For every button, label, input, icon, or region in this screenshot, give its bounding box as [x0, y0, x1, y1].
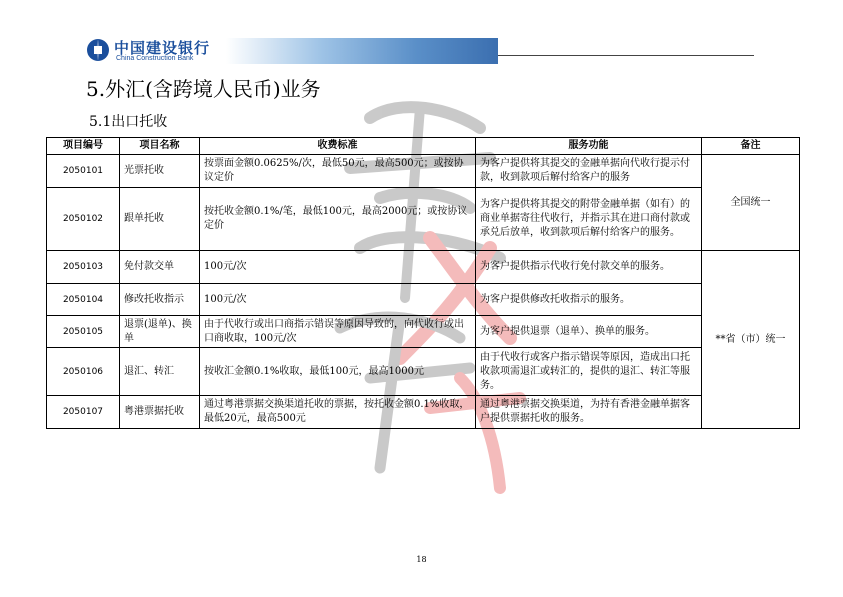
- service-function: 通过粤港票据交换渠道，为持有香港金融单据客户提供票据托收的服务。: [476, 396, 702, 429]
- item-code: 2050106: [47, 348, 120, 396]
- subsection-title: 5.1出口托收: [89, 114, 168, 130]
- header-rule: [498, 55, 754, 56]
- page-header: [86, 36, 754, 68]
- item-code: 2050103: [47, 251, 120, 284]
- table-row: [47, 396, 800, 429]
- item-code: 2050107: [47, 396, 120, 429]
- column-header: 收费标准: [200, 138, 476, 155]
- table-row: [47, 316, 800, 348]
- section-title: 5.外汇(含跨境人民币)业务: [86, 77, 321, 101]
- ccb-logo-icon: [86, 38, 110, 62]
- bank-name-en: China Construction Bank: [116, 55, 194, 62]
- service-function: 由于代收行或客户指示错误等原因，造成出口托收款项需退汇或转汇的，提供的退汇、转汇等服务。: [476, 348, 702, 396]
- fee-standard: 100元/次: [200, 251, 476, 284]
- item-code: 2050102: [47, 188, 120, 251]
- fee-standard: 通过粤港票据交换渠道托收的票据，按托收金额0.1%收取，最低20元，最高500元: [200, 396, 476, 429]
- item-name: 退票(退单)、换单: [120, 316, 200, 348]
- note-provincial: **省（市）统一: [702, 251, 800, 429]
- service-function: 为客户提供将其提交的金融单据向代收行提示付款，收到款项后解付给客户的服务: [476, 155, 702, 188]
- column-header: 服务功能: [476, 138, 702, 155]
- table-row: [47, 155, 800, 188]
- table-row: [47, 188, 800, 251]
- fee-standard: 按票面金额0.0625%/次，最低50元，最高500元；或按协议定价: [200, 155, 476, 188]
- table-row: [47, 251, 800, 284]
- fee-standard: 由于代收行或出口商指示错误等原因导致的，向代收行或出口商收取，100元/次: [200, 316, 476, 348]
- page-number: 18: [416, 555, 427, 564]
- table-header-row: [47, 138, 800, 155]
- item-code: 2050105: [47, 316, 120, 348]
- item-name: 粤港票据托收: [120, 396, 200, 429]
- item-code: 2050101: [47, 155, 120, 188]
- item-name: 修改托收指示: [120, 284, 200, 316]
- column-header: 项目编号: [47, 138, 120, 155]
- service-function: 为客户提供退票（退单）、换单的服务。: [476, 316, 702, 348]
- item-name: 免付款交单: [120, 251, 200, 284]
- item-name: 跟单托收: [120, 188, 200, 251]
- column-header: 备注: [702, 138, 800, 155]
- service-function: 为客户提供将其提交的附带金融单据（如有）的商业单据寄往代收行，并指示其在进口商付款或承兑后放单，收到款项后解付给客户的服务。: [476, 188, 702, 251]
- item-code: 2050104: [47, 284, 120, 316]
- fee-standard: 按收汇金额0.1%收取，最低100元，最高1000元: [200, 348, 476, 396]
- note-national: 全国统一: [702, 155, 800, 251]
- service-function: 为客户提供指示代收行免付款交单的服务。: [476, 251, 702, 284]
- service-function: 为客户提供修改托收指示的服务。: [476, 284, 702, 316]
- bank-name-cn: 中国建设银行: [114, 39, 211, 57]
- table-row: [47, 284, 800, 316]
- item-name: 光票托收: [120, 155, 200, 188]
- column-header: 项目名称: [120, 138, 200, 155]
- fee-standard: 按托收金额0.1%/笔，最低100元，最高2000元；或按协议定价: [200, 188, 476, 251]
- table-row: [47, 348, 800, 396]
- header-band: [226, 38, 498, 64]
- item-name: 退汇、转汇: [120, 348, 200, 396]
- fee-standard: 100元/次: [200, 284, 476, 316]
- fee-table: [46, 137, 800, 429]
